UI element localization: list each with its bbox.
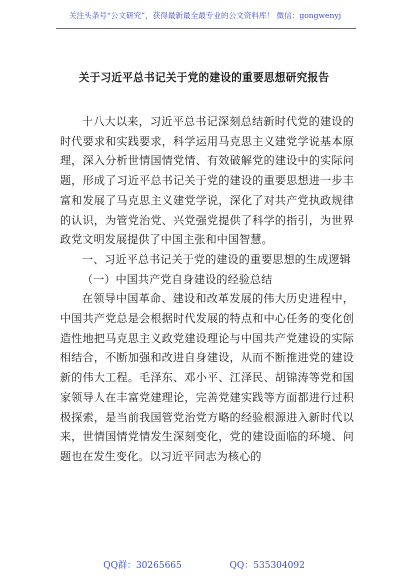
document-title: 关于习近平总书记关于党的建设的重要思想研究报告 bbox=[78, 72, 330, 84]
header-note: 关注头条号“公文研究”，获得最新最全最专业的公文资料库！ 微信：gongwenyj bbox=[68, 11, 342, 20]
subsection-heading: （一）中国共产党自身建设的经验总结 bbox=[82, 272, 273, 286]
intro-paragraph: 十八大以来，习近平总书记深刻总结新时代党的建设的时代要求和实践要求，科学运用马克思主义建党学说基本原理，深入分析世情国情党情、有效破解党的建设中的实际问题，形成了习近平总书记关于党的建设的重要思想进一步丰富和发展了马克思主义建党学说，深化了对共产党执政规律的认识，为管党治党、兴党强党提供了科学的指引，为世界政党文明发展提供了中国主张和中国智慧。 bbox=[60, 115, 354, 247]
footer-contacts bbox=[0, 558, 408, 571]
document-body bbox=[60, 112, 354, 467]
header-divider bbox=[56, 28, 356, 29]
section-heading: 一、习近平总书记关于党的建设的重要思想的生成逻辑 bbox=[82, 252, 351, 266]
body-paragraph: 在领导中国革命、建设和改革发展的伟大历史进程中，中国共产党总是会根据时代发展的特点和中心任务的变化创造性地把马克思主义政党建设理论与中国共产党建设的实际相结合，不断加强和改进自身建设，从而不断推进党的建设新的伟大工程。毛泽东、邓小平、江泽民、胡锦涛等党和国家领导人在丰富党建理论，完善党建实践等方面都进行过积极探索，是当前我国管党治党方略的经验根源进入新时代以来，世情国情党情发生深刻变化，党的建设面临的环境、问题也在发生变化。以习近平同志为核心的 bbox=[60, 292, 354, 463]
footer-qq-group: QQ群：30265665 bbox=[103, 561, 182, 571]
footer-qq: QQ：535304092 bbox=[229, 561, 305, 571]
